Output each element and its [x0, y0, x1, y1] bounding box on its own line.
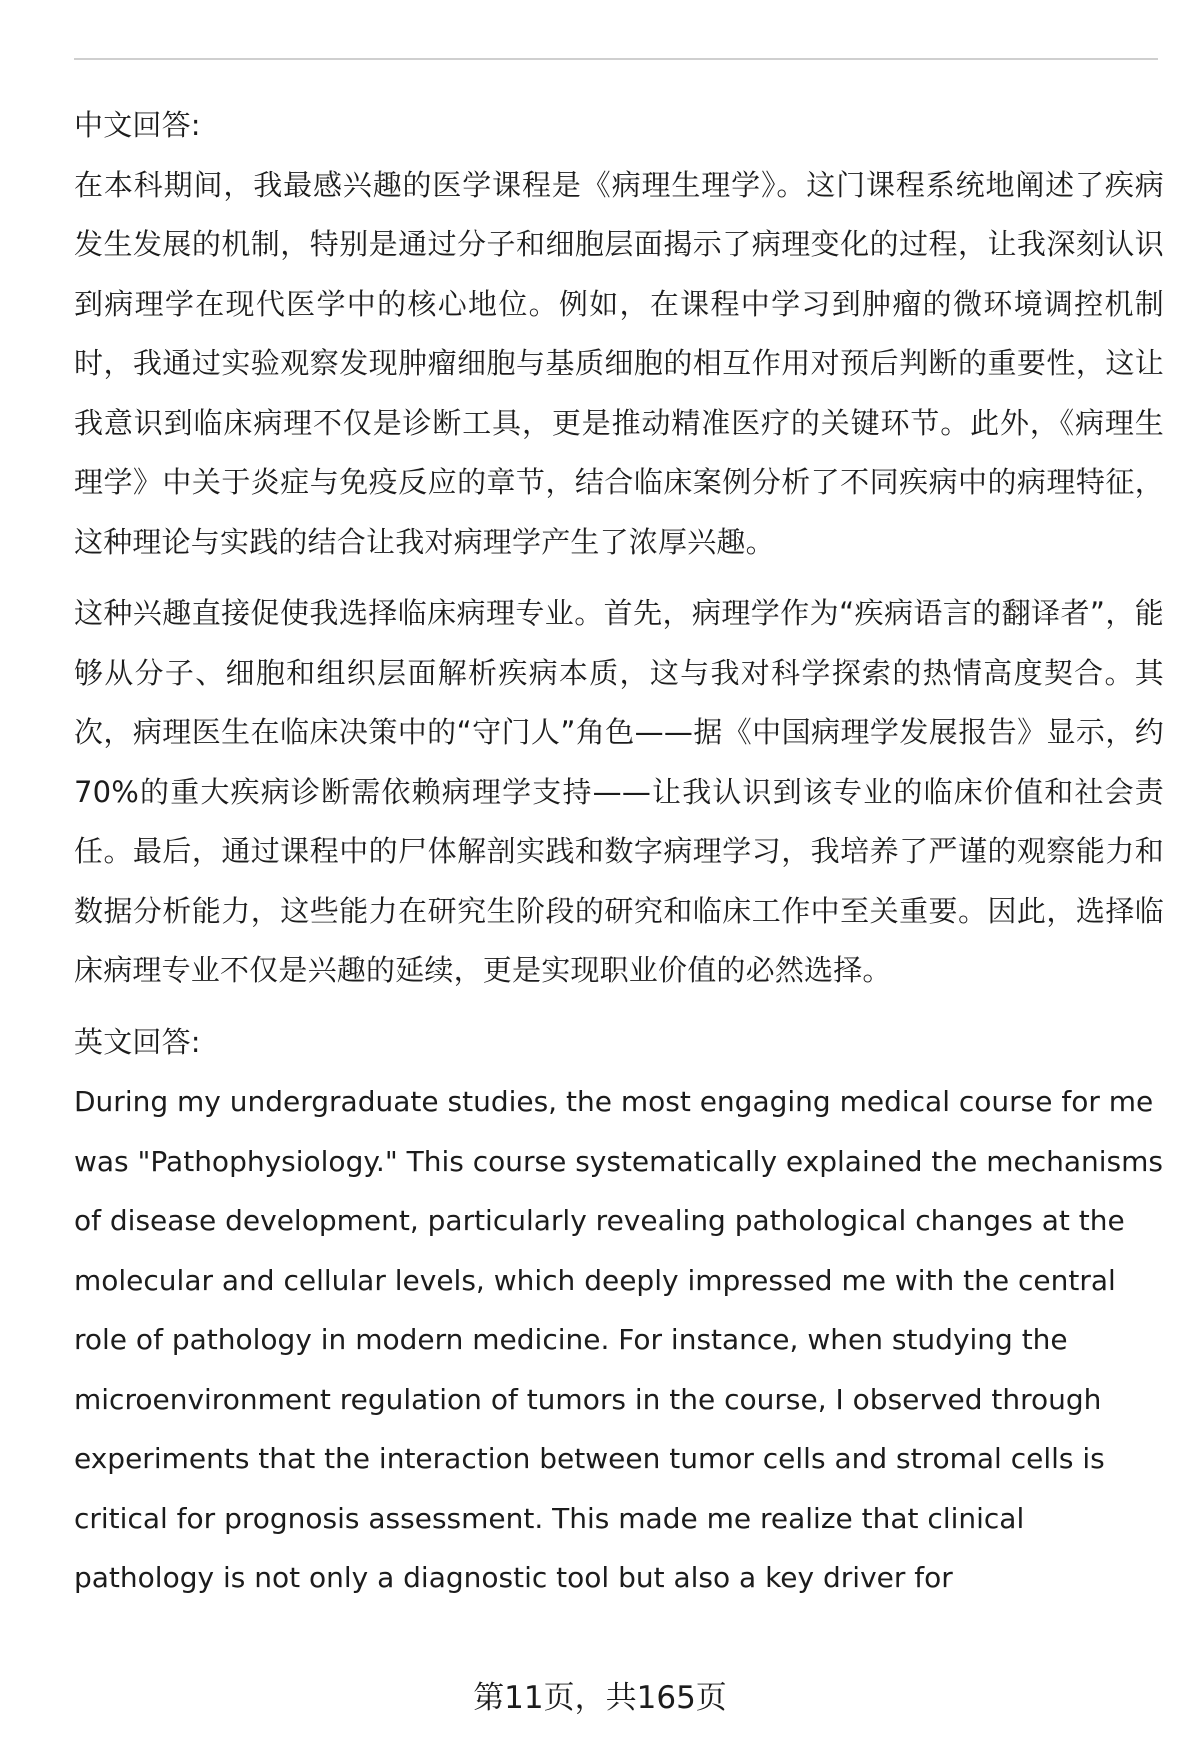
document-body [74, 96, 1164, 1608]
chinese-answer-heading: 中文回答: [74, 108, 201, 142]
header-divider [74, 58, 1158, 60]
page-number: 第11页，共165页 [473, 1680, 727, 1716]
english-paragraph: During my undergraduate studies, the most engaging medical course for me was "Pathophysiology." This course systematically explained the mechanisms of disease development, particularly revealing pathological changes at the molecular and cellular levels, which deeply impressed me with the central role of pathology in modern medicine. For instance, when studying the microenvironment regulation of tumors in the course, I observed through experiments that the interaction between tumor cells and stromal cells is critical for prognosis assessment. This made me realize that clinical pathology is not only a diagnostic tool but also a key driver for [74, 1085, 1164, 1594]
english-answer-heading: 英文回答: [74, 1024, 201, 1059]
chinese-paragraph-2: 这种兴趣直接促使我选择临床病理专业。首先，病理学作为“疾病语言的翻译者”，能够从分子、细胞和组织层面解析疾病本质，这与我对科学探索的热情高度契合。其次，病理医生在临床决策中的“守门人”角色——据《中国病理学发展报告》显示，约70%的重大疾病诊断需依赖病理学支持——让我认识到该专业的临床价值和社会责任。最后，通过课程中的尸体解剖实践和数字病理学习，我培养了严谨的观察能力和数据分析能力，这些能力在研究生阶段的研究和临床工作中至关重要。因此，选择临床病理专业不仅是兴趣的延续，更是实现职业价值的必然选择。 [74, 596, 1164, 987]
chinese-paragraph-1: 在本科期间，我最感兴趣的医学课程是《病理生理学》。这门课程系统地阐述了疾病发生发展的机制，特别是通过分子和细胞层面揭示了病理变化的过程，让我深刻认识到病理学在现代医学中的核心地位。例如，在课程中学习到肿瘤的微环境调控机制时，我通过实验观察发现肿瘤细胞与基质细胞的相互作用对预后判断的重要性，这让我意识到临床病理不仅是诊断工具，更是推动精准医疗的关键环节。此外，《病理生理学》中关于炎症与免疫反应的章节，结合临床案例分析了不同疾病中的病理特征，这种理论与实践的结合让我对病理学产生了浓厚兴趣。 [74, 167, 1164, 559]
